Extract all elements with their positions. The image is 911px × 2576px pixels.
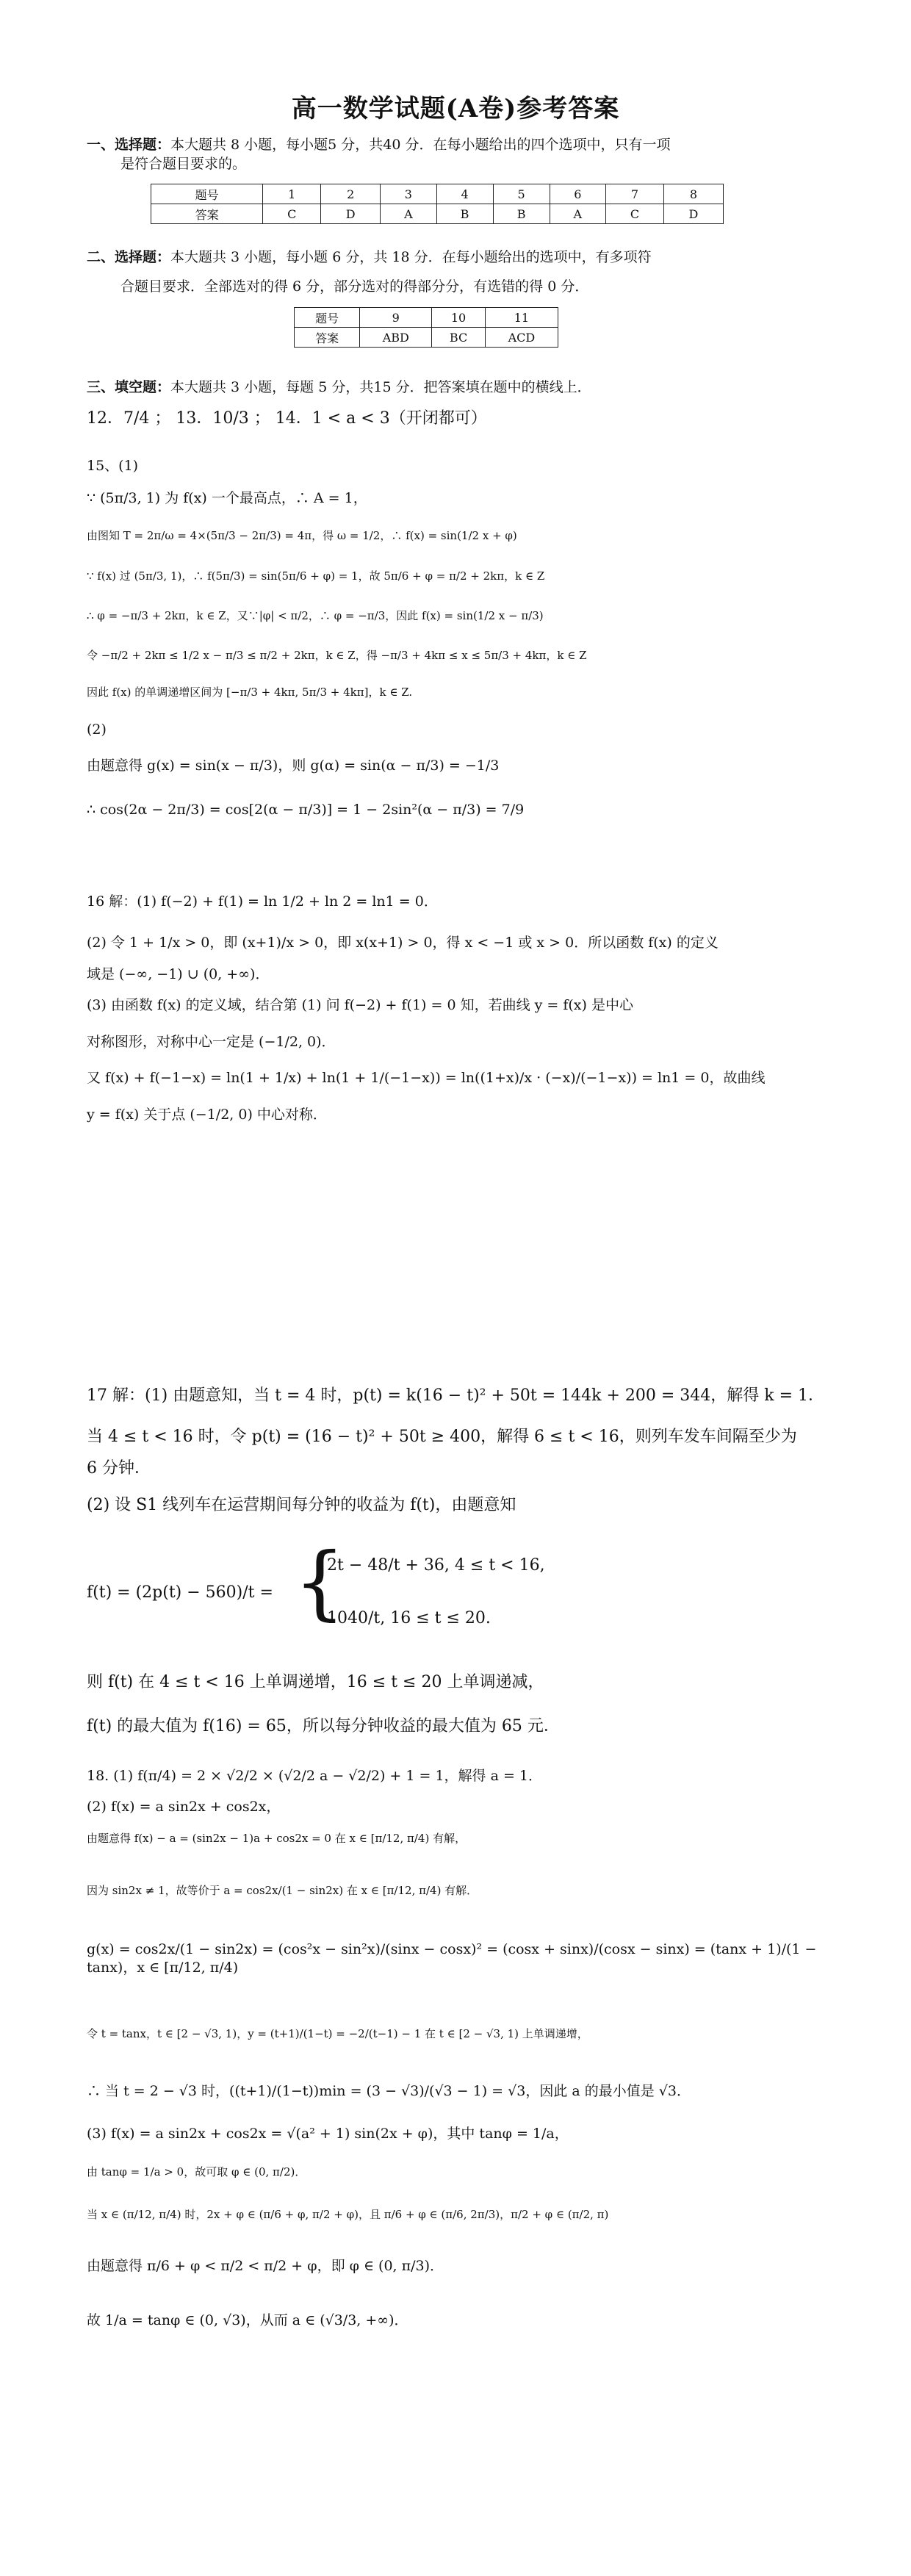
table-cell: 答案 bbox=[151, 204, 263, 224]
table-row bbox=[295, 328, 558, 348]
q16-line: 又 f(x) + f(−1−x) = ln(1 + 1/x) + ln(1 + 1/(−1−x)) = ln((1+x)/x · (−x)/(−1−x)) = ln1 = 0，故曲线 bbox=[87, 1070, 766, 1087]
section-2-text: 本大题共 3 小题，每小题 6 分，共 18 分．在每小题给出的选项中，有多项符 bbox=[170, 249, 652, 265]
section-3-heading: 三、填空题： bbox=[87, 379, 171, 395]
question-16 bbox=[87, 893, 836, 1124]
table-cell: 10 bbox=[432, 308, 485, 328]
q15-part-2: (2) bbox=[87, 721, 107, 738]
q17-piecewise-lhs: f(t) = (2p(t) − 560)/t = bbox=[87, 1583, 273, 1602]
table-cell: BC bbox=[432, 328, 485, 348]
table-cell: 8 bbox=[663, 184, 723, 204]
q18-line: (2) f(x) = a sin2x + cos2x， bbox=[87, 1798, 281, 1815]
table-row bbox=[151, 184, 724, 204]
section-1-heading: 一、选择题： bbox=[87, 137, 171, 153]
q15-line: 由题意得 g(x) = sin(x − π/3)，则 g(α) = sin(α − π/3) = −1/3 bbox=[87, 758, 500, 774]
q18-line: 令 t = tanx，t ∈ [2 − √3, 1)，y = (t+1)/(1−t) = −2/(t−1) − 1 在 t ∈ [2 − √3, 1) 上单调递增， bbox=[87, 2027, 588, 2041]
table-cell: ACD bbox=[485, 328, 558, 348]
table-row bbox=[151, 204, 724, 224]
table-cell: ABD bbox=[360, 328, 432, 348]
table-cell: D bbox=[663, 204, 723, 224]
question-15 bbox=[87, 457, 836, 819]
table-row bbox=[295, 308, 558, 328]
section-2-text-2: 合题目要求．全部选对的得 6 分，部分选对的得部分分，有选错的得 0 分． bbox=[120, 278, 589, 295]
q18-line: 由题意得 π/6 + φ < π/2 < π/2 + φ，即 φ ∈ (0, π/3)． bbox=[87, 2258, 444, 2275]
section-2-heading: 二、选择题： bbox=[87, 249, 171, 265]
section-2-intro bbox=[87, 248, 836, 296]
table-cell: A bbox=[381, 204, 436, 224]
q17-line: 6 分钟． bbox=[87, 1459, 151, 1478]
table-cell: 答案 bbox=[295, 328, 360, 348]
section-3-answers: 12．7/4 ； 13．10/3 ； 14．1 < a < 3（开闭都可） bbox=[87, 409, 487, 428]
q17-line: f(t) 的最大值为 f(16) = 65，所以每分钟收益的最大值为 65 元． bbox=[87, 1716, 560, 1735]
q17-line: (2) 设 S1 线列车在运营期间每分钟的收益为 f(t)，由题意知 bbox=[87, 1496, 516, 1515]
q15-line: 令 −π/2 + 2kπ ≤ 1/2 x − π/3 ≤ π/2 + 2kπ，k ∈ Z，得 −π/3 + 4kπ ≤ x ≤ 5π/3 + 4kπ，k ∈ Z bbox=[87, 649, 587, 663]
table-cell: A bbox=[550, 204, 605, 224]
q17-line: 当 4 ≤ t < 16 时，令 p(t) = (16 − t)² + 50t ≥ 400，解得 6 ≤ t < 16，则列车发车间隔至少为 bbox=[87, 1427, 797, 1446]
q18-line: (3) f(x) = a sin2x + cos2x = √(a² + 1) sin(2x + φ)，其中 tanφ = 1/a， bbox=[87, 2125, 569, 2142]
q15-line: ∵ f(x) 过 (5π/3, 1)，∴ f(5π/3) = sin(5π/6 + φ) = 1，故 5π/6 + φ = π/2 + 2kπ，k ∈ Z bbox=[87, 569, 545, 583]
section-1-intro bbox=[87, 136, 836, 173]
question-17 bbox=[87, 1385, 836, 1517]
table-cell: 2 bbox=[321, 184, 381, 204]
section-1-answer-table bbox=[151, 184, 724, 224]
q17-case-2: 1040/t, 16 ≤ t ≤ 20. bbox=[327, 1609, 491, 1627]
q16-line: 16 解：(1) f(−2) + f(1) = ln 1/2 + ln 2 = ln1 = 0． bbox=[87, 893, 438, 910]
q16-line: 对称图形，对称中心一定是 (−1/2, 0)． bbox=[87, 1033, 336, 1050]
table-cell: C bbox=[606, 204, 664, 224]
section-3-text: 本大题共 3 小题，每题 5 分，共15 分．把答案填在题中的横线上． bbox=[170, 379, 591, 395]
q17-case-1: 2t − 48/t + 36, 4 ≤ t < 16, bbox=[327, 1556, 545, 1575]
q18-line: ∴ 当 t = 2 − √3 时，((t+1)/(1−t))min = (3 − √3)/(√3 − 1) = √3，因此 a 的最小值是 √3． bbox=[87, 2083, 691, 2100]
q18-line: g(x) = cos2x/(1 − sin2x) = (cos²x − sin²x)/(sinx − cosx)² = (cosx + sinx)/(cosx − sinx) = (tanx + 1)/(1 − tanx)，x ∈ [π/12, π/4) bbox=[87, 1940, 817, 1976]
q15-head: 15、(1) bbox=[87, 458, 139, 474]
table-cell: 6 bbox=[550, 184, 605, 204]
q18-line: 18. (1) f(π/4) = 2 × √2/2 × (√2/2 a − √2/2) + 1 = 1，解得 a = 1． bbox=[87, 1768, 543, 1784]
table-cell: 1 bbox=[263, 184, 321, 204]
q18-line: 由 tanφ = 1/a > 0，故可取 φ ∈ (0, π/2)． bbox=[87, 2165, 306, 2179]
q17-line: 则 f(t) 在 4 ≤ t < 16 上单调递增，16 ≤ t ≤ 20 上单调递减， bbox=[87, 1673, 544, 1691]
table-cell: 11 bbox=[485, 308, 558, 328]
q17-line: 17 解：(1) 由题意知，当 t = 4 时，p(t) = k(16 − t)² + 50t = 144k + 200 = 344，解得 k = 1． bbox=[87, 1386, 825, 1405]
table-cell: 题号 bbox=[295, 308, 360, 328]
table-cell: B bbox=[493, 204, 550, 224]
q16-line: (2) 令 1 + 1/x > 0，即 (x+1)/x > 0，即 x(x+1) > 0，得 x < −1 或 x > 0．所以函数 f(x) 的定义 bbox=[87, 934, 719, 951]
q18-line: 故 1/a = tanφ ∈ (0, √3)，从而 a ∈ (√3/3, +∞)． bbox=[87, 2311, 408, 2328]
table-cell: 9 bbox=[360, 308, 432, 328]
table-cell: 7 bbox=[606, 184, 664, 204]
table-cell: B bbox=[436, 204, 493, 224]
table-cell: 3 bbox=[381, 184, 436, 204]
section-2-answer-table bbox=[294, 307, 558, 348]
q15-line: ∴ cos(2α − 2π/3) = cos[2(α − π/3)] = 1 − 2sin²(α − π/3) = 7/9 bbox=[87, 801, 525, 818]
q18-line: 当 x ∈ (π/12, π/4) 时，2x + φ ∈ (π/6 + φ, π/2 + φ)，且 π/6 + φ ∈ (π/6, 2π/3)，π/2 + φ ∈ (π/2, π) bbox=[87, 2207, 609, 2221]
section-1-text-2: 是符合题目要求的。 bbox=[120, 155, 247, 172]
table-cell: C bbox=[263, 204, 321, 224]
q15-line: 因此 f(x) 的单调递增区间为 [−π/3 + 4kπ, 5π/3 + 4kπ]，k ∈ Z. bbox=[87, 686, 413, 699]
table-cell: 4 bbox=[436, 184, 493, 204]
q16-line: 域是 (−∞, −1) ∪ (0, +∞)． bbox=[87, 966, 270, 983]
table-cell: D bbox=[321, 204, 381, 224]
q16-line: (3) 由函数 f(x) 的定义域，结合第 (1) 问 f(−2) + f(1) = 0 知，若曲线 y = f(x) 是中心 bbox=[87, 996, 633, 1013]
q15-line: ∴ φ = −π/3 + 2kπ，k ∈ Z，又∵|φ| < π/2，∴ φ = −π/3，因此 f(x) = sin(1/2 x − π/3) bbox=[87, 608, 544, 622]
section-1-text: 本大题共 8 小题，每小题5 分，共40 分．在每小题给出的四个选项中，只有一项 bbox=[170, 137, 671, 153]
q17-brace: { bbox=[294, 1535, 345, 1629]
table-cell: 5 bbox=[493, 184, 550, 204]
q18-line: 由题意得 f(x) − a = (sin2x − 1)a + cos2x = 0 在 x ∈ [π/12, π/4) 有解， bbox=[87, 1832, 467, 1846]
page-title: 高一数学试题(A卷)参考答案 bbox=[291, 94, 620, 123]
table-cell: 题号 bbox=[151, 184, 263, 204]
q15-line: ∵ (5π/3, 1) 为 f(x) 一个最高点，∴ A = 1， bbox=[87, 489, 367, 506]
section-3 bbox=[87, 378, 836, 429]
q15-line: 由图知 T = 2π/ω = 4×(5π/3 − 2π/3) = 4π，得 ω = 1/2，∴ f(x) = sin(1/2 x + φ) bbox=[87, 529, 517, 543]
question-18 bbox=[87, 1767, 836, 2330]
q18-line: 因为 sin2x ≠ 1，故等价于 a = cos2x/(1 − sin2x) 在 x ∈ [π/12, π/4) 有解． bbox=[87, 1883, 478, 1897]
q16-line: y = f(x) 关于点 (−1/2, 0) 中心对称． bbox=[87, 1106, 327, 1123]
question-17-conclusion bbox=[87, 1672, 836, 1737]
